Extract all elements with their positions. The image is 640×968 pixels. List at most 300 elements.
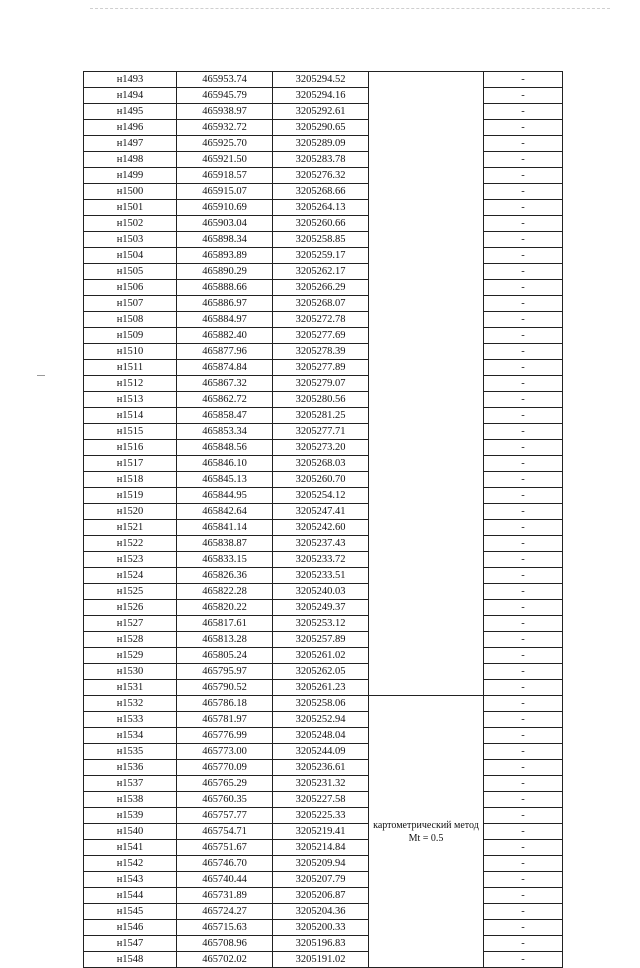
accuracy-dash-cell: - xyxy=(484,952,563,968)
x-coordinate-cell: 465898.34 xyxy=(177,232,273,248)
x-coordinate-cell: 465724.27 xyxy=(177,904,273,920)
point-id-cell: н1508 xyxy=(84,312,177,328)
accuracy-dash-cell: - xyxy=(484,568,563,584)
method-cell-empty xyxy=(369,424,484,440)
accuracy-dash-cell: - xyxy=(484,264,563,280)
table-row xyxy=(84,760,563,776)
method-cell-empty xyxy=(369,120,484,136)
x-coordinate-cell: 465884.97 xyxy=(177,312,273,328)
table-row xyxy=(84,696,563,712)
method-cell-empty xyxy=(369,488,484,504)
x-coordinate-cell: 465826.36 xyxy=(177,568,273,584)
y-coordinate-cell: 3205254.12 xyxy=(273,488,369,504)
accuracy-dash-cell: - xyxy=(484,680,563,696)
point-id-cell: н1516 xyxy=(84,440,177,456)
point-id-cell: н1525 xyxy=(84,584,177,600)
accuracy-dash-cell: - xyxy=(484,712,563,728)
y-coordinate-cell: 3205191.02 xyxy=(273,952,369,968)
scan-artifact-mark xyxy=(37,375,45,376)
y-coordinate-cell: 3205258.85 xyxy=(273,232,369,248)
method-cell-empty xyxy=(369,552,484,568)
accuracy-dash-cell: - xyxy=(484,104,563,120)
x-coordinate-cell: 465842.64 xyxy=(177,504,273,520)
y-coordinate-cell: 3205260.66 xyxy=(273,216,369,232)
point-id-cell: н1526 xyxy=(84,600,177,616)
point-id-cell: н1497 xyxy=(84,136,177,152)
accuracy-dash-cell: - xyxy=(484,808,563,824)
accuracy-dash-cell: - xyxy=(484,776,563,792)
point-id-cell: н1501 xyxy=(84,200,177,216)
method-cell-empty xyxy=(369,440,484,456)
table-row xyxy=(84,456,563,472)
accuracy-dash-cell: - xyxy=(484,472,563,488)
method-cell-empty xyxy=(369,568,484,584)
accuracy-dash-cell: - xyxy=(484,584,563,600)
table-row xyxy=(84,376,563,392)
point-id-cell: н1540 xyxy=(84,824,177,840)
y-coordinate-cell: 3205258.06 xyxy=(273,696,369,712)
method-cell-empty xyxy=(369,504,484,520)
table-row xyxy=(84,584,563,600)
method-cell-empty xyxy=(369,680,484,696)
x-coordinate-cell: 465867.32 xyxy=(177,376,273,392)
accuracy-dash-cell: - xyxy=(484,920,563,936)
y-coordinate-cell: 3205227.58 xyxy=(273,792,369,808)
table-row xyxy=(84,104,563,120)
x-coordinate-cell: 465953.74 xyxy=(177,72,273,88)
y-coordinate-cell: 3205272.78 xyxy=(273,312,369,328)
point-id-cell: н1529 xyxy=(84,648,177,664)
y-coordinate-cell: 3205289.09 xyxy=(273,136,369,152)
accuracy-dash-cell: - xyxy=(484,168,563,184)
accuracy-dash-cell: - xyxy=(484,200,563,216)
accuracy-dash-cell: - xyxy=(484,216,563,232)
accuracy-dash-cell: - xyxy=(484,72,563,88)
x-coordinate-cell: 465890.29 xyxy=(177,264,273,280)
method-cell-empty xyxy=(369,264,484,280)
method-cell-empty xyxy=(369,584,484,600)
point-id-cell: н1527 xyxy=(84,616,177,632)
point-id-cell: н1521 xyxy=(84,520,177,536)
point-id-cell: н1518 xyxy=(84,472,177,488)
point-id-cell: н1519 xyxy=(84,488,177,504)
y-coordinate-cell: 3205237.43 xyxy=(273,536,369,552)
method-cell-empty xyxy=(369,72,484,88)
accuracy-dash-cell: - xyxy=(484,792,563,808)
y-coordinate-cell: 3205225.33 xyxy=(273,808,369,824)
method-cell-empty xyxy=(369,344,484,360)
y-coordinate-cell: 3205253.12 xyxy=(273,616,369,632)
x-coordinate-cell: 465877.96 xyxy=(177,344,273,360)
x-coordinate-cell: 465790.52 xyxy=(177,680,273,696)
method-cell-empty xyxy=(369,216,484,232)
x-coordinate-cell: 465846.10 xyxy=(177,456,273,472)
x-coordinate-cell: 465844.95 xyxy=(177,488,273,504)
x-coordinate-cell: 465845.13 xyxy=(177,472,273,488)
table-row xyxy=(84,168,563,184)
method-cell-empty xyxy=(369,520,484,536)
accuracy-dash-cell: - xyxy=(484,520,563,536)
table-row xyxy=(84,440,563,456)
x-coordinate-cell: 465841.14 xyxy=(177,520,273,536)
method-cell-empty xyxy=(369,664,484,680)
x-coordinate-cell: 465910.69 xyxy=(177,200,273,216)
point-id-cell: н1528 xyxy=(84,632,177,648)
x-coordinate-cell: 465822.28 xyxy=(177,584,273,600)
point-id-cell: н1495 xyxy=(84,104,177,120)
accuracy-dash-cell: - xyxy=(484,696,563,712)
method-cell-empty xyxy=(369,632,484,648)
x-coordinate-cell: 465813.28 xyxy=(177,632,273,648)
x-coordinate-cell: 465786.18 xyxy=(177,696,273,712)
point-id-cell: н1520 xyxy=(84,504,177,520)
x-coordinate-cell: 465740.44 xyxy=(177,872,273,888)
accuracy-dash-cell: - xyxy=(484,312,563,328)
accuracy-dash-cell: - xyxy=(484,344,563,360)
table-row xyxy=(84,616,563,632)
table-row xyxy=(84,648,563,664)
y-coordinate-cell: 3205233.51 xyxy=(273,568,369,584)
x-coordinate-cell: 465795.97 xyxy=(177,664,273,680)
accuracy-dash-cell: - xyxy=(484,248,563,264)
y-coordinate-cell: 3205248.04 xyxy=(273,728,369,744)
x-coordinate-cell: 465751.67 xyxy=(177,840,273,856)
y-coordinate-cell: 3205252.94 xyxy=(273,712,369,728)
table-row xyxy=(84,664,563,680)
table-row xyxy=(84,680,563,696)
point-id-cell: н1503 xyxy=(84,232,177,248)
method-cell-empty xyxy=(369,168,484,184)
x-coordinate-cell: 465932.72 xyxy=(177,120,273,136)
table-row xyxy=(84,520,563,536)
y-coordinate-cell: 3205277.89 xyxy=(273,360,369,376)
accuracy-dash-cell: - xyxy=(484,552,563,568)
scan-artifact-line xyxy=(90,8,610,11)
y-coordinate-cell: 3205294.16 xyxy=(273,88,369,104)
table-row xyxy=(84,184,563,200)
y-coordinate-cell: 3205292.61 xyxy=(273,104,369,120)
y-coordinate-cell: 3205281.25 xyxy=(273,408,369,424)
y-coordinate-cell: 3205244.09 xyxy=(273,744,369,760)
point-id-cell: н1493 xyxy=(84,72,177,88)
accuracy-dash-cell: - xyxy=(484,536,563,552)
method-cell-empty xyxy=(369,616,484,632)
table-row xyxy=(84,808,563,824)
y-coordinate-cell: 3205294.52 xyxy=(273,72,369,88)
accuracy-dash-cell: - xyxy=(484,504,563,520)
y-coordinate-cell: 3205268.03 xyxy=(273,456,369,472)
x-coordinate-cell: 465886.97 xyxy=(177,296,273,312)
point-id-cell: н1513 xyxy=(84,392,177,408)
accuracy-dash-cell: - xyxy=(484,376,563,392)
y-coordinate-cell: 3205219.41 xyxy=(273,824,369,840)
method-cell-empty xyxy=(369,536,484,552)
x-coordinate-cell: 465708.96 xyxy=(177,936,273,952)
x-coordinate-cell: 465817.61 xyxy=(177,616,273,632)
table-row xyxy=(84,712,563,728)
y-coordinate-cell: 3205276.32 xyxy=(273,168,369,184)
accuracy-dash-cell: - xyxy=(484,360,563,376)
y-coordinate-cell: 3205260.70 xyxy=(273,472,369,488)
point-id-cell: н1498 xyxy=(84,152,177,168)
table-row xyxy=(84,216,563,232)
table-row xyxy=(84,408,563,424)
table-row xyxy=(84,120,563,136)
accuracy-dash-cell: - xyxy=(484,632,563,648)
y-coordinate-cell: 3205240.03 xyxy=(273,584,369,600)
y-coordinate-cell: 3205279.07 xyxy=(273,376,369,392)
y-coordinate-cell: 3205262.17 xyxy=(273,264,369,280)
accuracy-dash-cell: - xyxy=(484,440,563,456)
table-row xyxy=(84,72,563,88)
method-cell-empty xyxy=(369,328,484,344)
y-coordinate-cell: 3205268.66 xyxy=(273,184,369,200)
accuracy-dash-cell: - xyxy=(484,232,563,248)
point-id-cell: н1499 xyxy=(84,168,177,184)
table-row xyxy=(84,872,563,888)
x-coordinate-cell: 465760.35 xyxy=(177,792,273,808)
y-coordinate-cell: 3205261.23 xyxy=(273,680,369,696)
x-coordinate-cell: 465853.34 xyxy=(177,424,273,440)
x-coordinate-cell: 465945.79 xyxy=(177,88,273,104)
table-row xyxy=(84,200,563,216)
method-cell-empty xyxy=(369,88,484,104)
accuracy-dash-cell: - xyxy=(484,136,563,152)
method-cell-empty xyxy=(369,648,484,664)
y-coordinate-cell: 3205249.37 xyxy=(273,600,369,616)
coordinates-table-body xyxy=(84,72,563,968)
table-row xyxy=(84,424,563,440)
table-row xyxy=(84,536,563,552)
x-coordinate-cell: 465765.29 xyxy=(177,776,273,792)
x-coordinate-cell: 465757.77 xyxy=(177,808,273,824)
point-id-cell: н1512 xyxy=(84,376,177,392)
x-coordinate-cell: 465754.71 xyxy=(177,824,273,840)
x-coordinate-cell: 465820.22 xyxy=(177,600,273,616)
x-coordinate-cell: 465833.15 xyxy=(177,552,273,568)
y-coordinate-cell: 3205200.33 xyxy=(273,920,369,936)
point-id-cell: н1531 xyxy=(84,680,177,696)
point-id-cell: н1496 xyxy=(84,120,177,136)
x-coordinate-cell: 465770.09 xyxy=(177,760,273,776)
point-id-cell: н1517 xyxy=(84,456,177,472)
accuracy-dash-cell: - xyxy=(484,280,563,296)
point-id-cell: н1500 xyxy=(84,184,177,200)
y-coordinate-cell: 3205214.84 xyxy=(273,840,369,856)
y-coordinate-cell: 3205196.83 xyxy=(273,936,369,952)
table-row xyxy=(84,296,563,312)
table-row xyxy=(84,920,563,936)
point-id-cell: н1514 xyxy=(84,408,177,424)
x-coordinate-cell: 465838.87 xyxy=(177,536,273,552)
point-id-cell: н1545 xyxy=(84,904,177,920)
accuracy-dash-cell: - xyxy=(484,888,563,904)
x-coordinate-cell: 465882.40 xyxy=(177,328,273,344)
point-id-cell: н1535 xyxy=(84,744,177,760)
y-coordinate-cell: 3205204.36 xyxy=(273,904,369,920)
y-coordinate-cell: 3205264.13 xyxy=(273,200,369,216)
y-coordinate-cell: 3205278.39 xyxy=(273,344,369,360)
point-id-cell: н1538 xyxy=(84,792,177,808)
method-cell-empty xyxy=(369,456,484,472)
table-row xyxy=(84,776,563,792)
x-coordinate-cell: 465715.63 xyxy=(177,920,273,936)
x-coordinate-cell: 465874.84 xyxy=(177,360,273,376)
accuracy-dash-cell: - xyxy=(484,664,563,680)
point-id-cell: н1530 xyxy=(84,664,177,680)
point-id-cell: н1515 xyxy=(84,424,177,440)
point-id-cell: н1494 xyxy=(84,88,177,104)
method-cell: картометрический метод Mt = 0.5 xyxy=(369,696,484,968)
x-coordinate-cell: 465848.56 xyxy=(177,440,273,456)
point-id-cell: н1547 xyxy=(84,936,177,952)
method-cell-empty xyxy=(369,152,484,168)
accuracy-dash-cell: - xyxy=(484,120,563,136)
accuracy-dash-cell: - xyxy=(484,744,563,760)
y-coordinate-cell: 3205277.69 xyxy=(273,328,369,344)
table-row xyxy=(84,568,563,584)
table-row xyxy=(84,488,563,504)
point-id-cell: н1522 xyxy=(84,536,177,552)
y-coordinate-cell: 3205277.71 xyxy=(273,424,369,440)
accuracy-dash-cell: - xyxy=(484,408,563,424)
x-coordinate-cell: 465925.70 xyxy=(177,136,273,152)
point-id-cell: н1541 xyxy=(84,840,177,856)
method-cell-empty xyxy=(369,312,484,328)
y-coordinate-cell: 3205257.89 xyxy=(273,632,369,648)
point-id-cell: н1509 xyxy=(84,328,177,344)
x-coordinate-cell: 465702.02 xyxy=(177,952,273,968)
accuracy-dash-cell: - xyxy=(484,760,563,776)
accuracy-dash-cell: - xyxy=(484,600,563,616)
accuracy-dash-cell: - xyxy=(484,648,563,664)
coordinates-table xyxy=(83,71,563,968)
table-row xyxy=(84,248,563,264)
y-coordinate-cell: 3205209.94 xyxy=(273,856,369,872)
accuracy-dash-cell: - xyxy=(484,456,563,472)
table-row xyxy=(84,152,563,168)
y-coordinate-cell: 3205206.87 xyxy=(273,888,369,904)
method-cell-empty xyxy=(369,280,484,296)
method-cell-empty xyxy=(369,600,484,616)
table-row xyxy=(84,552,563,568)
table-row xyxy=(84,888,563,904)
accuracy-dash-cell: - xyxy=(484,424,563,440)
table-row xyxy=(84,856,563,872)
x-coordinate-cell: 465938.97 xyxy=(177,104,273,120)
y-coordinate-cell: 3205242.60 xyxy=(273,520,369,536)
y-coordinate-cell: 3205273.20 xyxy=(273,440,369,456)
table-row xyxy=(84,504,563,520)
accuracy-dash-cell: - xyxy=(484,296,563,312)
x-coordinate-cell: 465776.99 xyxy=(177,728,273,744)
point-id-cell: н1546 xyxy=(84,920,177,936)
y-coordinate-cell: 3205280.56 xyxy=(273,392,369,408)
x-coordinate-cell: 465893.89 xyxy=(177,248,273,264)
accuracy-dash-cell: - xyxy=(484,856,563,872)
y-coordinate-cell: 3205266.29 xyxy=(273,280,369,296)
accuracy-dash-cell: - xyxy=(484,840,563,856)
table-row xyxy=(84,952,563,968)
y-coordinate-cell: 3205268.07 xyxy=(273,296,369,312)
point-id-cell: н1505 xyxy=(84,264,177,280)
table-row xyxy=(84,392,563,408)
accuracy-dash-cell: - xyxy=(484,616,563,632)
table-row xyxy=(84,328,563,344)
point-id-cell: н1533 xyxy=(84,712,177,728)
x-coordinate-cell: 465731.89 xyxy=(177,888,273,904)
x-coordinate-cell: 465921.50 xyxy=(177,152,273,168)
y-coordinate-cell: 3205262.05 xyxy=(273,664,369,680)
x-coordinate-cell: 465918.57 xyxy=(177,168,273,184)
point-id-cell: н1502 xyxy=(84,216,177,232)
y-coordinate-cell: 3205283.78 xyxy=(273,152,369,168)
y-coordinate-cell: 3205261.02 xyxy=(273,648,369,664)
accuracy-dash-cell: - xyxy=(484,872,563,888)
point-id-cell: н1544 xyxy=(84,888,177,904)
point-id-cell: н1543 xyxy=(84,872,177,888)
accuracy-dash-cell: - xyxy=(484,936,563,952)
point-id-cell: н1507 xyxy=(84,296,177,312)
point-id-cell: н1506 xyxy=(84,280,177,296)
y-coordinate-cell: 3205259.17 xyxy=(273,248,369,264)
table-row xyxy=(84,936,563,952)
x-coordinate-cell: 465888.66 xyxy=(177,280,273,296)
point-id-cell: н1539 xyxy=(84,808,177,824)
method-cell-empty xyxy=(369,184,484,200)
accuracy-dash-cell: - xyxy=(484,184,563,200)
x-coordinate-cell: 465781.97 xyxy=(177,712,273,728)
method-cell-empty xyxy=(369,232,484,248)
y-coordinate-cell: 3205247.41 xyxy=(273,504,369,520)
point-id-cell: н1537 xyxy=(84,776,177,792)
x-coordinate-cell: 465858.47 xyxy=(177,408,273,424)
table-row xyxy=(84,264,563,280)
table-row xyxy=(84,840,563,856)
point-id-cell: н1511 xyxy=(84,360,177,376)
table-row xyxy=(84,792,563,808)
table-row xyxy=(84,824,563,840)
table-row xyxy=(84,632,563,648)
accuracy-dash-cell: - xyxy=(484,488,563,504)
method-cell-empty xyxy=(369,296,484,312)
table-row xyxy=(84,232,563,248)
point-id-cell: н1534 xyxy=(84,728,177,744)
y-coordinate-cell: 3205290.65 xyxy=(273,120,369,136)
accuracy-dash-cell: - xyxy=(484,152,563,168)
accuracy-dash-cell: - xyxy=(484,392,563,408)
method-cell-empty xyxy=(369,360,484,376)
point-id-cell: н1532 xyxy=(84,696,177,712)
method-cell-empty xyxy=(369,408,484,424)
table-row xyxy=(84,344,563,360)
table-row xyxy=(84,88,563,104)
point-id-cell: н1548 xyxy=(84,952,177,968)
x-coordinate-cell: 465903.04 xyxy=(177,216,273,232)
point-id-cell: н1523 xyxy=(84,552,177,568)
x-coordinate-cell: 465862.72 xyxy=(177,392,273,408)
y-coordinate-cell: 3205233.72 xyxy=(273,552,369,568)
point-id-cell: н1542 xyxy=(84,856,177,872)
table-row xyxy=(84,312,563,328)
method-cell-empty xyxy=(369,472,484,488)
point-id-cell: н1524 xyxy=(84,568,177,584)
table-row xyxy=(84,728,563,744)
accuracy-dash-cell: - xyxy=(484,328,563,344)
method-cell-empty xyxy=(369,136,484,152)
y-coordinate-cell: 3205207.79 xyxy=(273,872,369,888)
y-coordinate-cell: 3205236.61 xyxy=(273,760,369,776)
